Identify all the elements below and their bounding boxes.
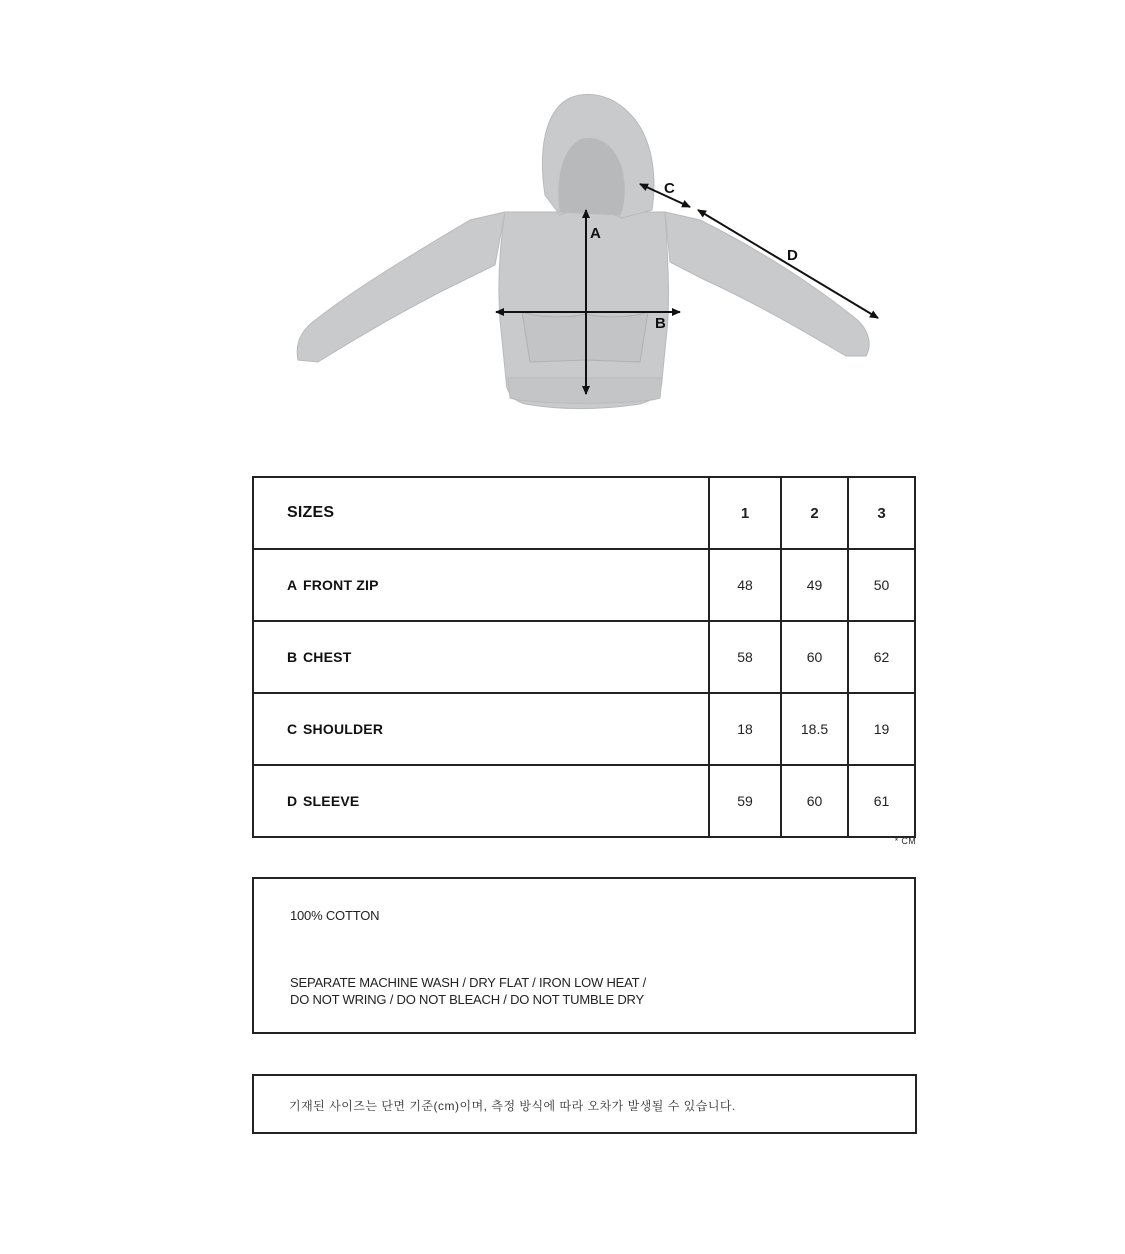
row-label bbox=[253, 693, 709, 765]
care-info-box bbox=[252, 877, 916, 1034]
table-cell: 58 bbox=[709, 621, 781, 693]
measure-label-c: C bbox=[664, 180, 675, 197]
table-cell: 48 bbox=[709, 549, 781, 621]
hoodie-illustration bbox=[297, 94, 869, 408]
table-cell: 62 bbox=[848, 621, 915, 693]
size-chart-header-row bbox=[253, 477, 915, 549]
size-chart-table bbox=[252, 476, 916, 838]
material-text: 100% COTTON bbox=[290, 908, 380, 923]
row-name: FRONT ZIP bbox=[303, 577, 379, 593]
size-column-2: 2 bbox=[781, 477, 848, 549]
row-letter: C bbox=[287, 721, 298, 737]
table-cell: 18.5 bbox=[781, 693, 848, 765]
measure-label-a: A bbox=[590, 225, 601, 242]
table-cell: 49 bbox=[781, 549, 848, 621]
table-cell: 60 bbox=[781, 765, 848, 837]
care-instructions-line-1: SEPARATE MACHINE WASH / DRY FLAT / IRON LOW HEAT / bbox=[290, 975, 646, 990]
row-letter: A bbox=[287, 577, 298, 593]
care-instructions-line-2: DO NOT WRING / DO NOT BLEACH / DO NOT TUMBLE DRY bbox=[290, 992, 644, 1007]
table-cell: 18 bbox=[709, 693, 781, 765]
row-name: SLEEVE bbox=[303, 793, 360, 809]
row-label bbox=[253, 621, 709, 693]
table-cell: 60 bbox=[781, 621, 848, 693]
sizes-header: SIZES bbox=[253, 477, 709, 549]
notice-box bbox=[252, 1074, 917, 1134]
size-column-1: 1 bbox=[709, 477, 781, 549]
row-name: CHEST bbox=[303, 649, 352, 665]
table-cell: 61 bbox=[848, 765, 915, 837]
row-letter: D bbox=[287, 793, 298, 809]
hoodie-measurement-diagram bbox=[0, 0, 1125, 440]
notice-text: 기재된 사이즈는 단면 기준(cm)이며, 측정 방식에 따라 오차가 발생될 수 있습니다. bbox=[289, 1099, 736, 1113]
table-row bbox=[253, 693, 915, 765]
measure-label-b: B bbox=[655, 315, 666, 332]
row-name: SHOULDER bbox=[303, 721, 384, 737]
table-row bbox=[253, 765, 915, 837]
table-cell: 19 bbox=[848, 693, 915, 765]
table-cell: 59 bbox=[709, 765, 781, 837]
row-label bbox=[253, 549, 709, 621]
table-row bbox=[253, 621, 915, 693]
row-letter: B bbox=[287, 649, 298, 665]
measure-label-d: D bbox=[787, 247, 798, 264]
table-cell: 50 bbox=[848, 549, 915, 621]
size-column-3: 3 bbox=[848, 477, 915, 549]
table-row bbox=[253, 549, 915, 621]
unit-note: * CM bbox=[894, 836, 916, 846]
care-instructions bbox=[290, 974, 646, 1008]
row-label bbox=[253, 765, 709, 837]
